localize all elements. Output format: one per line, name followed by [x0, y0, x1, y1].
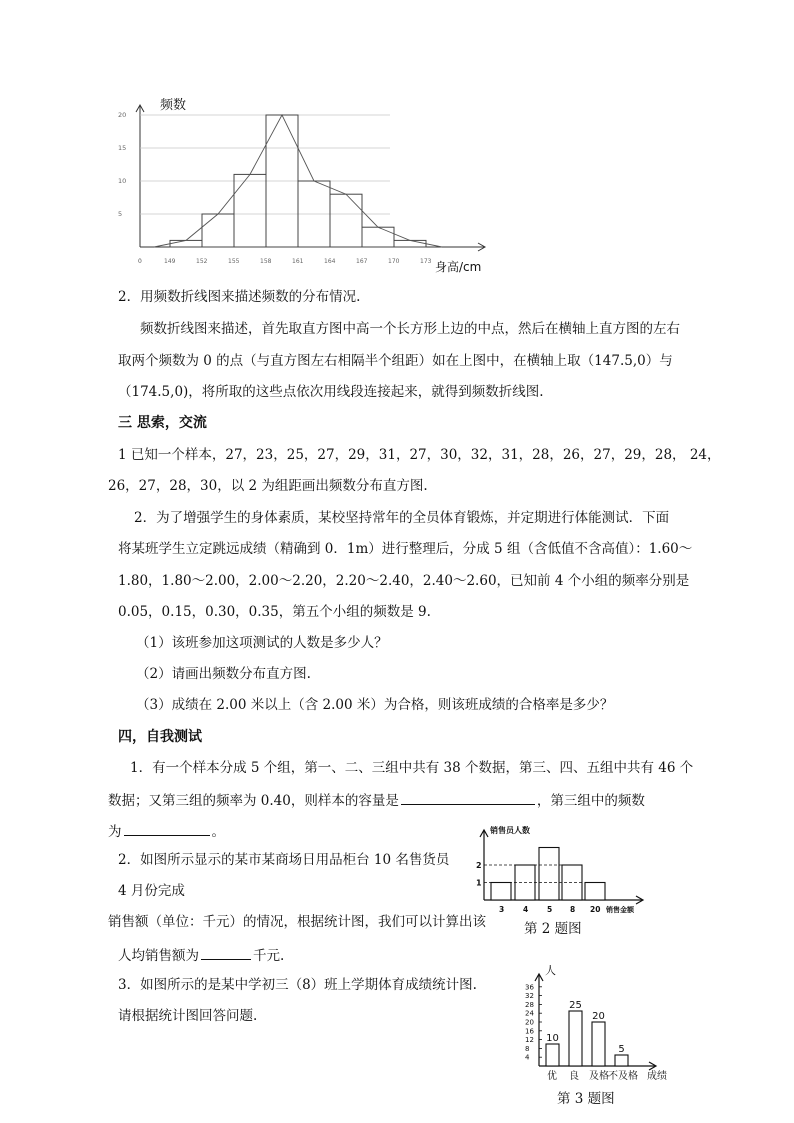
hist-bar [170, 240, 202, 247]
fig3-category: 不及格 [608, 1071, 638, 1082]
sec3-title: 三 思索，交流 [118, 415, 207, 431]
fig3-bar [615, 1055, 628, 1066]
sec3-q1-line1: 1 已知一个样本，27，23，25，27，29，31，27，30，32，31，28，26，27，29，28， 24， [118, 447, 721, 463]
hist-y-label: 频数 [160, 98, 187, 113]
hist-x-tick: 173 [420, 258, 432, 265]
sec3-sub2: （2）请画出频数分布直方图. [136, 666, 311, 682]
fig3-y-tick: 28 [525, 1000, 534, 1009]
fig2-x-tick: 20 [590, 905, 601, 914]
fig3-y-tick: 16 [525, 1027, 534, 1036]
sec3-q2-line1: 2．为了增强学生的身体素质，某校坚持常年的全员体育锻炼，并定期进行体能测试．下面 [134, 510, 670, 526]
hist-x-tick: 158 [260, 258, 272, 265]
fig3-category: 良 [569, 1071, 579, 1082]
hist-x-tick: 164 [324, 258, 336, 265]
sec4-q2-line3-clip [108, 913, 492, 931]
sec2-line1: 频数折线图来描述，首先取直方图中高一个长方形上边的中点，然后在横轴上直方图的左右 [140, 321, 680, 337]
fig3-y-tick: 20 [525, 1018, 534, 1027]
sec3-q2-line4: 0.05，0.15，0.30，0.35，第五个小组的频数是 9. [118, 604, 431, 620]
sec3-sub1: （1）该班参加这项测试的人数是多少人？ [136, 635, 388, 651]
sec3-q2-line3: 1.80，1.80～2.00，2.00～2.20，2.20～2.40，2.40～2.60，已知前 4 个小组的频率分别是 [118, 573, 690, 589]
fig3-data-label: 10 [546, 1033, 559, 1044]
sec3-sub3: （3）成绩在 2.00 米以上（含 2.00 米）为合格，则该班成绩的合格率是多少？ [136, 697, 614, 713]
sec4-q1-line1: 1．有一个样本分成 5 个组，第一、二、三组中共有 38 个数据，第三、四、五组中共有 46 个 [130, 760, 694, 776]
hist-y-tick: 15 [118, 144, 127, 152]
hist-bar [362, 227, 394, 247]
sec4-q3-line1: 3．如图所示的是某中学初三（8）班上学期体育成绩统计图. [118, 977, 477, 993]
hist-x-tick: 170 [388, 258, 400, 265]
sec2-line3: （174.5,0)，将所取的这些点依次用线段连接起来，就得到频数折线图. [118, 384, 544, 400]
hist-y-tick: 5 [118, 210, 123, 218]
sec2-title: 2．用频数折线图来描述频数的分布情况. [118, 289, 361, 305]
pe-grade-bar-chart [515, 960, 695, 1088]
hist-x-tick: 167 [356, 258, 368, 265]
fig3-caption: 第 3 题图 [557, 1091, 615, 1107]
sec4-q3-line2: 请根据统计图回答问题. [118, 1008, 258, 1024]
sec3-q2-line2: 将某班学生立定跳远成绩（精确到 0．1m）进行整理后，分成 5 组（含低值不含高值）：1.60～ [118, 541, 693, 557]
hist-origin: 0 [138, 258, 142, 265]
fig3-data-label: 20 [592, 1011, 605, 1022]
sales-bar-chart [474, 820, 680, 916]
fig2-bar [491, 883, 511, 901]
hist-bar [202, 214, 234, 247]
sec2-line2: 取两个频数为 0 的点（与直方图左右相隔半个组距）如在上图中，在横轴上取（147.5,0）与 [118, 353, 673, 369]
sec3-q1-line2: 26，27，28，30，以 2 为组距画出频数分布直方图. [108, 478, 428, 494]
hist-y-tick: 10 [118, 177, 127, 185]
answer-blank-frequency[interactable] [124, 821, 210, 836]
hist-bar [394, 240, 426, 247]
fig3-y-tick: 12 [525, 1036, 534, 1045]
fig3-y-tick: 32 [525, 992, 534, 1001]
fig2-bar [539, 848, 559, 901]
height-histogram [110, 95, 510, 275]
fig3-y-tick: 36 [525, 983, 534, 992]
fig2-y-tick: 2 [476, 861, 482, 870]
sec4-q2-line2: 4 月份完成 [118, 883, 185, 899]
fig3-x-label: 成绩 [647, 1071, 667, 1082]
hist-bar [330, 194, 362, 247]
hist-x-tick: 149 [164, 258, 176, 265]
sec4-title: 四，自我测试 [118, 729, 202, 745]
fig2-x-tick: 3 [499, 905, 505, 914]
fig3-y-tick: 24 [525, 1009, 534, 1018]
fig3-category: 优 [547, 1071, 557, 1082]
sec4-q2-line4: 人均销售额为 千元. [118, 945, 284, 965]
sec4-q2-line1: 2．如图所示显示的某市某商场日用品柜台 10 名售货员 [118, 852, 450, 868]
fig2-x-tick: 8 [570, 905, 576, 914]
hist-x-label: 身高/cm [435, 260, 482, 274]
fig3-y-label: 人 [545, 964, 556, 977]
sec4-q1-line3: 为 。 [108, 821, 225, 841]
hist-x-tick: 152 [196, 258, 208, 265]
fig3-category: 及格 [589, 1071, 609, 1082]
fig2-bar [585, 883, 605, 901]
fig2-x-label: 销售金额 [606, 906, 634, 914]
fig3-data-label: 5 [618, 1044, 625, 1055]
fig3-y-tick: 8 [525, 1044, 530, 1053]
fig3-bar [546, 1044, 559, 1066]
fig3-data-label: 25 [569, 1000, 582, 1011]
sec4-q2-line3: 销售额（单位：千元）的情况，根据统计图，我们可以计算出该 [108, 914, 486, 930]
answer-blank-average[interactable] [201, 945, 251, 960]
fig3-y-tick: 4 [525, 1053, 530, 1062]
hist-bar [234, 174, 266, 247]
hist-y-tick: 20 [118, 111, 127, 119]
hist-x-tick: 155 [228, 258, 240, 265]
fig2-caption: 第 2 题图 [524, 921, 582, 937]
fig2-y-tick: 1 [476, 878, 482, 888]
fig2-x-tick: 4 [523, 905, 529, 914]
sec4-q1-line2: 数据；又第三组的频率为 0.40，则样本的容量是 ，第三组中的频数 [108, 790, 645, 810]
fig3-bar [592, 1022, 605, 1066]
fig2-x-tick: 5 [547, 905, 553, 914]
answer-blank-capacity[interactable] [401, 790, 535, 805]
fig3-bar [569, 1011, 582, 1066]
fig2-y-label: 销售员人数 [490, 826, 530, 835]
hist-x-tick: 161 [292, 258, 304, 265]
